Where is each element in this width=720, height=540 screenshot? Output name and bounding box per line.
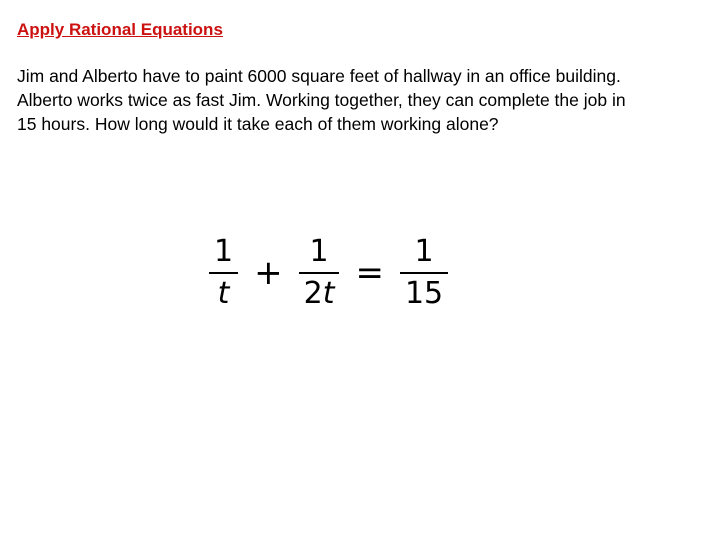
fraction-numerator: 1	[309, 234, 329, 269]
fraction-denominator	[299, 274, 340, 312]
fraction-denominator	[213, 274, 235, 312]
fraction-numerator: 1	[414, 234, 434, 269]
denominator-variable: t	[322, 276, 335, 311]
denominator-coefficient: 2	[303, 276, 323, 311]
rational-equation	[205, 228, 452, 318]
fraction-denominator	[400, 274, 448, 312]
page-title: Apply Rational Equations	[17, 20, 223, 39]
problem-line: 15 hours. How long would it take each of them working alone?	[17, 114, 499, 134]
problem-line: Alberto works twice as fast Jim. Working together, they can complete the job in	[17, 90, 626, 110]
plus-operator: +	[254, 253, 283, 293]
fraction-1-over-t	[209, 234, 238, 312]
denominator-coefficient: 15	[404, 276, 444, 311]
fraction-1-over-2t	[299, 234, 340, 312]
equals-operator: =	[355, 253, 384, 293]
fraction-numerator: 1	[214, 234, 234, 269]
denominator-variable: t	[217, 276, 230, 311]
problem-line: Jim and Alberto have to paint 6000 square feet of hallway in an office building.	[17, 66, 621, 86]
problem-text	[17, 64, 707, 136]
fraction-1-over-15	[400, 234, 448, 312]
